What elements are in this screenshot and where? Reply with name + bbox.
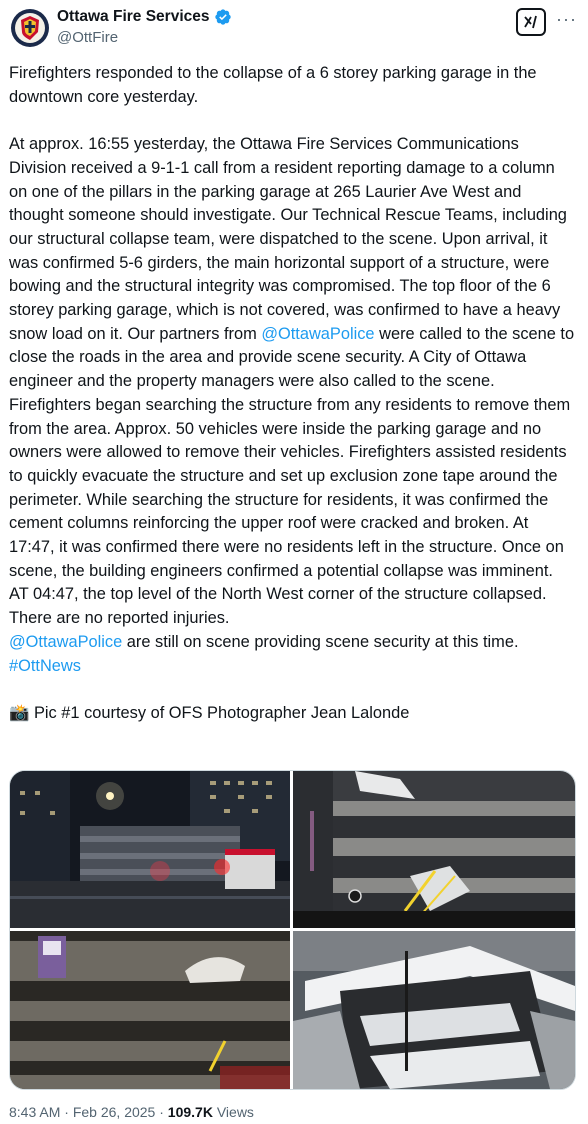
name-row (57, 8, 232, 26)
tweet-intro: Firefighters responded to the collapse of a 6 storey parking garage in the downtown core yesterday. (9, 64, 542, 106)
grok-icon (522, 13, 540, 31)
body-text-2: were called to the scene to close the roads in the area and provide scene security. A City of Ottawa engineer and the property managers were also called to the scene. Firefighters began searching the structure from any residents to remove them from the area. Approx. 50 vehicles were inside the parking garage and no owners were allowed to remove their vehicles. Firefighters assisted residents to quickly evacuate the structure and set up exclusion zone tape around the perimeter. While searching the structure for residents, it was confirmed the cement columns reinforcing the upper roof were cracked and broken. At 17:47, it was confirmed there were no residents left in the structure. Once on scene, the building engineers confirmed a potential collapse was imminent. AT 04:47, the top level of the North West corner of the structure collapsed. There are no reported injuries. (9, 324, 579, 628)
tweet-body (9, 133, 579, 678)
photo-3[interactable] (10, 931, 290, 1089)
photo-2[interactable] (293, 771, 575, 928)
verified-badge-icon (214, 8, 232, 26)
body-text-3: are still on scene providing scene security at this time. (122, 632, 519, 651)
meta-separator: · (60, 1104, 73, 1120)
views-count: 109.7K (167, 1104, 213, 1120)
photo-1[interactable] (10, 771, 290, 928)
grok-button[interactable] (516, 8, 546, 36)
mention-ottawa-police-2[interactable]: @OttawaPolice (9, 632, 123, 651)
tweet-text (9, 62, 579, 726)
tweet-header (0, 0, 588, 58)
paragraph-gap (9, 109, 575, 133)
media-grid-svg (10, 771, 575, 1089)
grid-divider-horizontal (10, 928, 575, 931)
photo-credit: Pic #1 courtesy of OFS Photographer Jean Lalonde (29, 703, 410, 722)
post-time[interactable]: 8:43 AM (9, 1104, 61, 1120)
paragraph-gap (9, 678, 575, 702)
media-grid (9, 770, 576, 1090)
body-text-1: At approx. 16:55 yesterday, the Ottawa Fire Services Communications Division received a 9-1-1 call from a resident reporting damage to a column on one of the pillars in the parking garage at 265 Laurier Ave West and thought someone should investigate. Our Technical Rescue Teams, including our structural collapse team, were dispatched to the scene. Upon arrival, it was confirmed 5-6 girders, the main horizontal support of a structure, were bowing and the structural integrity was compromised. The top floor of the 6 storey parking garage, which is not covered, was confirmed to have a heavy snow load on it. Our partners from (9, 135, 572, 343)
meta-separator-2: · (155, 1104, 168, 1120)
avatar[interactable] (10, 8, 50, 48)
mention-ottawa-police-1[interactable]: @OttawaPolice (261, 324, 375, 343)
views-label: Views (212, 1104, 254, 1120)
tweet-meta (9, 1104, 254, 1120)
ottawa-fire-crest-icon (10, 8, 50, 48)
more-options-button[interactable]: ··· (556, 9, 577, 29)
photo-4[interactable] (293, 931, 575, 1089)
post-date[interactable]: Feb 26, 2025 (72, 1104, 156, 1120)
hashtag-ottnews[interactable]: #OttNews (9, 656, 81, 675)
photo-credit-line (9, 702, 575, 726)
camera-icon: 📸 (9, 703, 30, 722)
user-handle[interactable]: @OttFire (57, 29, 119, 46)
display-name[interactable]: Ottawa Fire Services (57, 8, 210, 25)
